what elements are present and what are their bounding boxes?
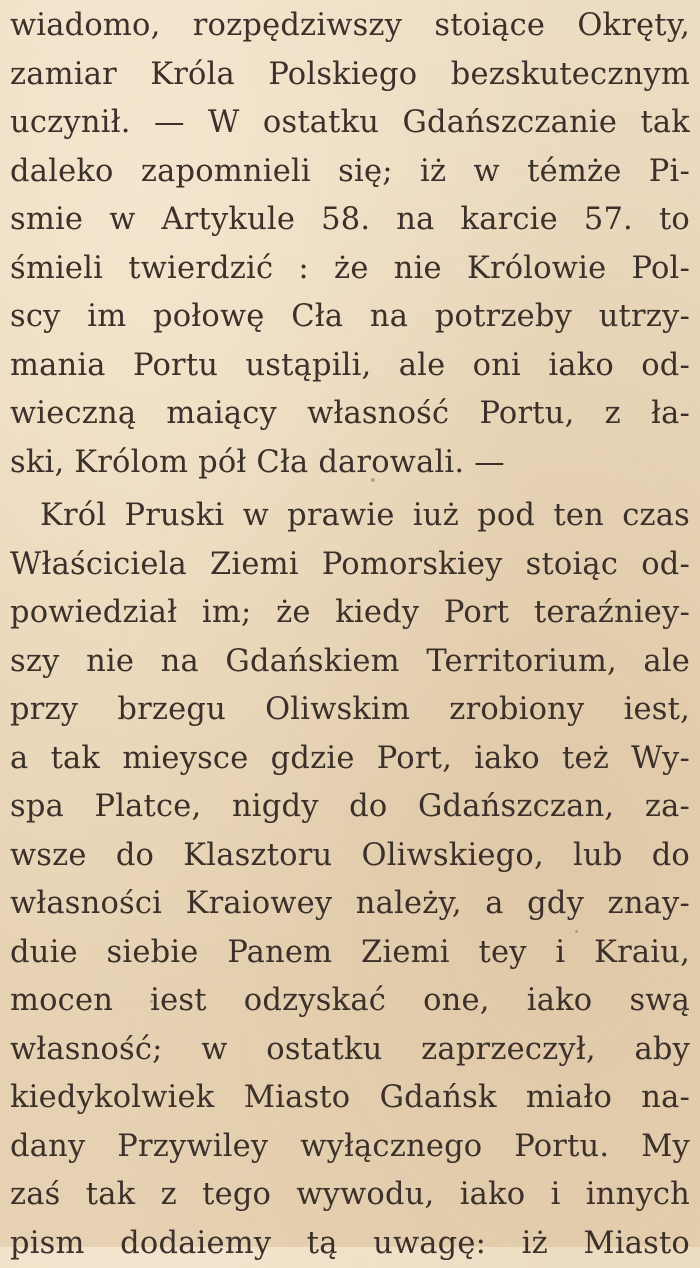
text-line: Król Pruski w prawie iuż pod ten czas xyxy=(10,492,690,541)
text-line: śmieli twierdzić : że nie Królowie Pol- xyxy=(10,245,690,294)
text-line: scy im połowę Cła na potrzeby utrzy- xyxy=(10,293,690,342)
text-line: własność; w ostatku zaprzeczył, aby xyxy=(10,1026,690,1075)
text-line: mania Portu ustąpili, ale oni iako od- xyxy=(10,342,690,391)
text-line: smie w Artykule 58. na karcie 57. to xyxy=(10,196,690,245)
text-line: Właściciela Ziemi Pomorskiey stoiąc od- xyxy=(10,541,690,590)
text-line: daleko zapomnieli się; iż w témże Pi- xyxy=(10,148,690,197)
text-line: powiedział im; że kiedy Port teraźniey- xyxy=(10,589,690,638)
text-line: szy nie na Gdańskiem Territorium, ale xyxy=(10,638,690,687)
text-line: wsze do Klasztoru Oliwskiego, lub do xyxy=(10,832,690,881)
text-line: zamiar Króla Polskiego bezskutecznym xyxy=(10,51,690,100)
text-line: własności Kraiowey należy, a gdy znay- xyxy=(10,880,690,929)
text-line: wiadomo, rozpędziwszy stoiące Okręty, xyxy=(10,2,690,51)
text-line: pism dodaiemy tą uwagę: iż Miasto xyxy=(10,1220,690,1268)
text-line: dany Przywiley wyłącznego Portu. My xyxy=(10,1123,690,1172)
text-line: kiedykolwiek Miasto Gdańsk miało na- xyxy=(10,1074,690,1123)
text-line: mocen iest odzyskać one, iako swą xyxy=(10,977,690,1026)
text-line: wieczną maiący własność Portu, z ła- xyxy=(10,390,690,439)
text-line: zaś tak z tego wywodu, iako i innych xyxy=(10,1171,690,1220)
paper-speck xyxy=(575,930,578,933)
text-line: uczynił. — W ostatku Gdańszczanie tak xyxy=(10,99,690,148)
text-line: duie siebie Panem Ziemi tey i Kraiu, xyxy=(10,929,690,978)
text-line: spa Platce, nigdy do Gdańszczan, za- xyxy=(10,783,690,832)
text-line: ski, Królom pół Cła darowali. — xyxy=(10,439,690,488)
paragraph-2 xyxy=(10,492,690,1268)
text-line: a tak mieysce gdzie Port, iako też Wy- xyxy=(10,735,690,784)
paper-speck xyxy=(371,478,375,482)
paper-speck xyxy=(150,1000,153,1003)
paragraph-1 xyxy=(10,2,690,487)
text-line: przy brzegu Oliwskim zrobiony iest, xyxy=(10,686,690,735)
